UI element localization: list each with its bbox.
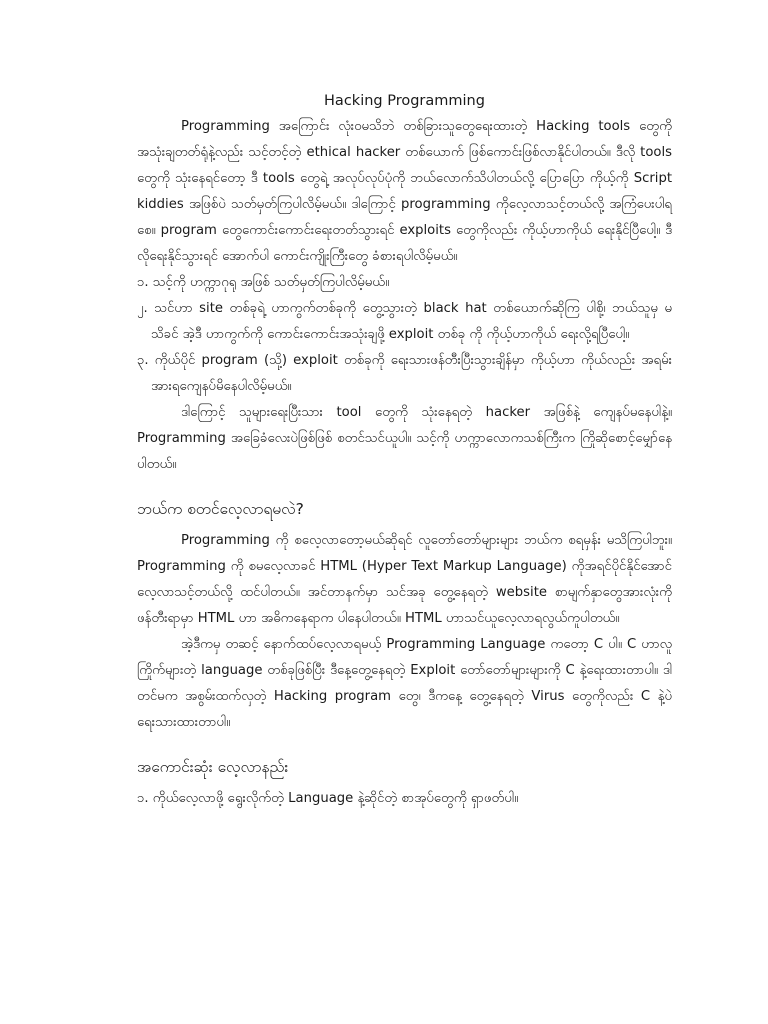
section-paragraph: အဲ့ဒီကမှ တဆင့် နောက်ထပ်လေ့လာရမယ့် Programming Language ကတော့ C ပါ။ C ဟာလူကြိုက်များတဲ့ language တစ်ခုဖြစ်ပြီး ဒီနေ့တွေ့နေရတဲ့ Exploit တော်တော်များများကို C နဲ့ရေးထားတာပါ။ ဒါတင်မက အစွမ်းထက်လှတဲ့ Hacking program တွေ၊ ဒီကနေ့ တွေ့နေရတဲ့ Virus တွေကိုလည်း C နဲ့ပဲ ရေးသားထားတာပါ။ <box>137 637 672 730</box>
list-item: ၃. ကိုယ်ပိုင် program (သို့) exploit တစ်ခုကို ရေးသားဖန်တီးပြီးသွားချိန်မှာ ကိုယ့်ဟာ ကိုယ်လည်း အရမ်း အားရကျေနပ်မိနေပါလိမ့်မယ်။ <box>137 353 672 394</box>
list-item: ၁. သင့်ကို ဟက္ကာဂုရု အဖြစ် သတ်မှတ်ကြပါလိမ့်မယ်။ <box>137 275 390 290</box>
document-page <box>137 88 672 812</box>
benefits-list <box>137 270 672 400</box>
section-heading-where-to-start: ဘယ်က စတင်လေ့လာရမလဲ? <box>137 500 304 518</box>
intro-conclusion-paragraph: ဒါကြောင့် သူများရေးပြီးသား tool တွေကို သုံးနေရတဲ့ hacker အဖြစ်နဲ့ ကျေနပ်မနေပါနဲ့။ Programming အခြေခံလေးပဲဖြစ်ဖြစ် စတင်သင်ယူပါ။ သင့်ကို ဟက္ကာလောကသစ်ကြီးက ကြိုဆိုစောင့်မျှော်နေပါတယ်။ <box>137 405 672 472</box>
document-title: Hacking Programming <box>324 93 485 109</box>
section-heading-best-way-to-learn: အကောင်းဆုံး လေ့လာနည်း <box>137 758 289 776</box>
intro-paragraph: Programming အကြောင်း လုံးဝမသိဘဲ တစ်ခြားသူတွေရေးထားတဲ့ Hacking tools တွေကို အသုံးချတတ်ရုံနဲ့လည်း သင့်တင့်တဲ့ ethical hacker တစ်ယောက် ဖြစ်ကောင်းဖြစ်လာနိုင်ပါတယ်။ ဒီလို tools တွေကို သုံးနေရင်တော့ ဒီ tools တွေရဲ့ အလုပ်လုပ်ပုံကို ဘယ်လောက်သိပါတယ်လို့ ပြောပြော ကိုယ့်ကို Script kiddies အဖြစ်ပဲ သတ်မှတ်ကြပါလိမ့်မယ်။ ဒါကြောင့် programming ကိုလေ့လာသင့်တယ်လို့ အကြံပေးပါရစေ။ program တွေကောင်းကောင်းရေးတတ်သွားရင် exploits တွေကိုလည်း ကိုယ့်ဟာကိုယ် ရေးနိုင်ပြီပေါ့။ ဒီလိုရေးနိုင်သွားရင် အောက်ပါ ကောင်းကျိုးကြီးတွေ ခံစားရပါလိမ့်မယ်။ <box>137 119 672 264</box>
section-paragraph: Programming ကို စလေ့လာတော့မယ်ဆိုရင် လူတော်တော်များများ ဘယ်က စရမှန်း မသိကြပါဘူး။ Programming ကို စမလေ့လာခင် HTML (Hyper Text Markup Language) ကိုအရင်ပိုင်နိုင်အောင် လေ့လာသင့်တယ်လို့ ထင်ပါတယ်။ အင်တာနက်မှာ သင်အခု တွေ့နေရတဲ့ website စာမျက်နှာတွေအားလုံးကို ဖန်တီးရာမှာ HTML ဟာ အဓိကနေရာက ပါနေပါတယ်။ HTML ဟာသင်ယူလေ့လာရလွယ်ကူပါတယ်။ <box>137 533 672 626</box>
list-item: ၂. သင်ဟာ site တစ်ခုရဲ့ ဟာကွက်တစ်ခုကို တွေ့သွားတဲ့ black hat တစ်ယောက်ဆိုကြ ပါစို့၊ ဘယ်သူမှ မသိခင် အဲ့ဒီ ဟာကွက်ကို ကောင်းကောင်းအသုံးချဖို့ exploit တစ်ခု ကို ကိုယ့်ဟာကိုယ် ရေးလို့ရပြီပေါ့။ <box>137 301 672 342</box>
list-item: ၁. ကိုယ်လေ့လာဖို့ ရွေးလိုက်တဲ့ Language နဲ့ဆိုင်တဲ့ စာအုပ်တွေကို ရှာဖတ်ပါ။ <box>137 791 519 806</box>
